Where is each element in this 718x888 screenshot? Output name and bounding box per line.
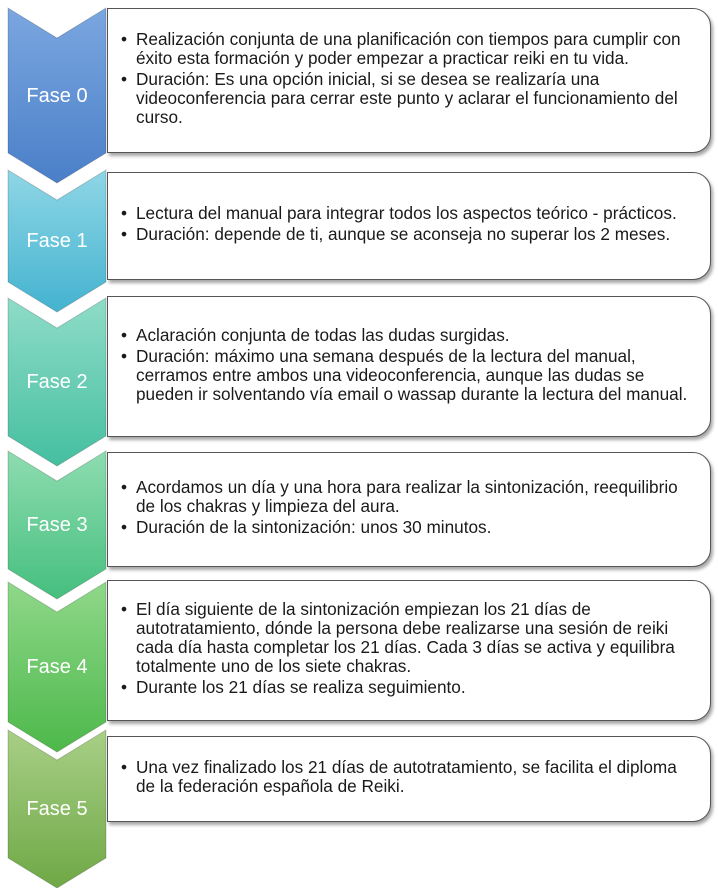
- phase-label: Fase 0: [26, 84, 88, 107]
- phase-chevron: [8, 730, 106, 858]
- phase-bullet-item: • Durante los 21 días se realiza seguimiento.: [120, 678, 700, 697]
- phase-bullet-list: [120, 204, 700, 244]
- phase-description-box: [107, 580, 711, 721]
- phase-description-box: [107, 172, 711, 280]
- phase-bullet-item: • Una vez finalizado los 21 días de autotratamiento, se facilita el diploma de la federación española de Reiki.: [120, 758, 700, 796]
- phase-bullet-item: • Duración de la sintonización: unos 30 minutos.: [120, 518, 700, 537]
- phase-chevron: [8, 8, 106, 153]
- phase-label: Fase 3: [26, 514, 88, 536]
- phase-chevron: [8, 298, 106, 436]
- phase-bullet-list: [120, 30, 700, 127]
- phase-bullet-item: • El día siguiente de la sintonización empiezan los 21 días de autotratamiento, dónde la persona debe realizarse una sesión de reiki cada día hasta completar los 21 días. Cada 3 días se activa y equilibra totalmente uno de los siete chakras.: [120, 600, 700, 676]
- phase-bullet-list: [120, 758, 700, 796]
- phase-description-box: [107, 736, 711, 822]
- phase-label: Fase 4: [26, 656, 88, 678]
- phase-chevron: [8, 451, 106, 569]
- phase-chevron: [8, 582, 106, 722]
- phase-bullet-list: [120, 478, 700, 537]
- phase-description-box: [107, 296, 711, 437]
- phase-label: Fase 2: [26, 371, 88, 393]
- phase-bullet-item: • Realización conjunta de una planificación con tiempos para cumplir con éxito esta formación y poder empezar a practicar reiki en tu vida.: [120, 30, 700, 68]
- phase-label: Fase 5: [26, 798, 88, 820]
- phase-description-box: [107, 452, 711, 567]
- phase-bullet-list: [120, 600, 700, 697]
- phase-bullet-item: • Acordamos un día y una hora para realizar la sintonización, reequilibrio de los chakras y limpieza del aura.: [120, 478, 700, 516]
- phase-bullet-item: • Duración: depende de ti, aunque se aconseja no superar los 2 meses.: [120, 225, 700, 244]
- phase-bullet-list: [120, 326, 700, 404]
- phase-chevron: [8, 170, 106, 282]
- phase-description-box: [107, 8, 711, 153]
- phase-bullet-item: • Lectura del manual para integrar todos los aspectos teórico - prácticos.: [120, 204, 700, 223]
- phase-bullet-item: • Duración: Es una opción inicial, si se desea se realizaría una videoconferencia para cerrar este punto y aclarar el funcionamiento del curso.: [120, 70, 700, 127]
- phase-bullet-item: • Duración: máximo una semana después de la lectura del manual, cerramos entre ambos una videoconferencia, aunque las dudas se pueden ir solventando vía email o wassap durante la lectura del manual.: [120, 347, 700, 404]
- phase-bullet-item: • Aclaración conjunta de todas las dudas surgidas.: [120, 326, 700, 345]
- phase-label: Fase 1: [26, 230, 88, 252]
